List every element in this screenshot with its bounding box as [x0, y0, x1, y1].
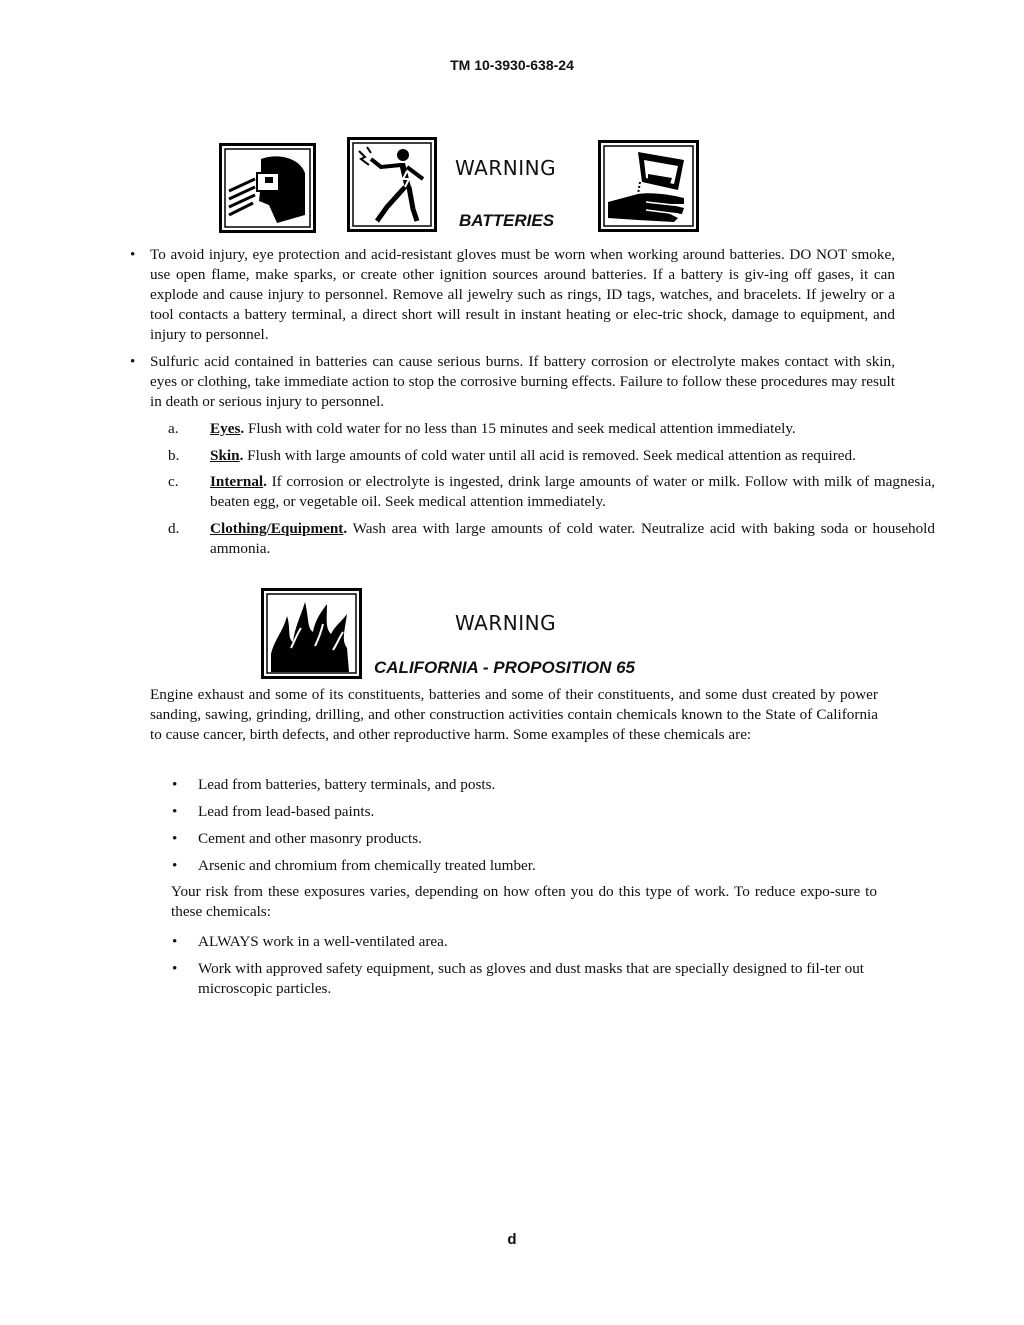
battery-warning-bullet: • To avoid injury, eye protection and acid-resistant gloves must be worn when working around batteries. DO NOT smoke, use open flame, make sparks, or create other ignition sources around batteries. If a battery is giv-ing off gases, it can explode and cause injury to personnel. Remove all jewelry such as rings, ID tags, watches, and bracelets. If jewelry or a tool contacts a battery terminal, a direct short will result in instant heating or elec-tric shock, damage to equipment, and injury to personnel. — [130, 246, 895, 343]
list-item: • Lead from batteries, battery terminals, and posts. — [172, 776, 496, 793]
first-aid-item-clothing: d. Clothing/Equipment. Wash area with large amounts of cold water. Neutralize acid with baking soda or household ammonia. — [168, 520, 935, 557]
page-number: d — [507, 1231, 517, 1248]
document-number: TM 10-3930-638-24 — [450, 57, 574, 73]
first-aid-item-internal: c. Internal. If corrosion or electrolyte is ingested, drink large amounts of water or milk. Follow with milk of magnesia, beaten egg, or vegetable oil. Seek medical attention immediately. — [168, 473, 935, 510]
acid-burn-hand-icon — [598, 140, 699, 232]
acid-burn-bullet: • Sulfuric acid contained in batteries can cause serious burns. If battery corrosion or electrolyte makes contact with skin, eyes or clothing, take immediate action to stop the corrosive burning effects. Failure to follow these procedures may result in death or serious injury to personnel. — [130, 353, 895, 410]
first-aid-item-skin: b. Skin. Flush with large amounts of cold water until all acid is removed. Seek medical attention as required. — [168, 447, 856, 464]
list-item: • Arsenic and chromium from chemically treated lumber. — [172, 857, 536, 874]
warning-subtitle: BATTERIES — [459, 211, 555, 230]
list-item: • Lead from lead-based paints. — [172, 803, 375, 820]
warning-title: WARNING — [455, 611, 557, 635]
eye-protection-icon — [219, 143, 316, 233]
electrical-shock-icon — [347, 137, 437, 232]
prop65-risk-text: Your risk from these exposures varies, depending on how often you do this type of work. To reduce expo-sure to these chemicals: — [171, 883, 877, 920]
bullet-dot: • — [130, 246, 136, 263]
warning-subtitle: CALIFORNIA - PROPOSITION 65 — [374, 658, 636, 677]
bullet-dot: • — [130, 353, 136, 370]
first-aid-item-eyes: a. Eyes. Flush with cold water for no less than 15 minutes and seek medical attention immediately. — [168, 420, 796, 437]
warning-title: WARNING — [455, 156, 557, 180]
prop65-intro: Engine exhaust and some of its constituents, batteries and some of their constituents, and some dust created by power sanding, sawing, grinding, drilling, and other construction activities contain chemicals known to the State of California to cause cancer, birth defects, and other reproductive harm. Some examples of these chemicals are: — [150, 686, 878, 743]
fire-flame-icon — [261, 588, 362, 679]
list-item: • ALWAYS work in a well-ventilated area. — [172, 933, 448, 950]
list-item: • Cement and other masonry products. — [172, 830, 422, 847]
list-item: • Work with approved safety equipment, such as gloves and dust masks that are specially designed to fil-ter out microscopic particles. — [172, 960, 865, 997]
